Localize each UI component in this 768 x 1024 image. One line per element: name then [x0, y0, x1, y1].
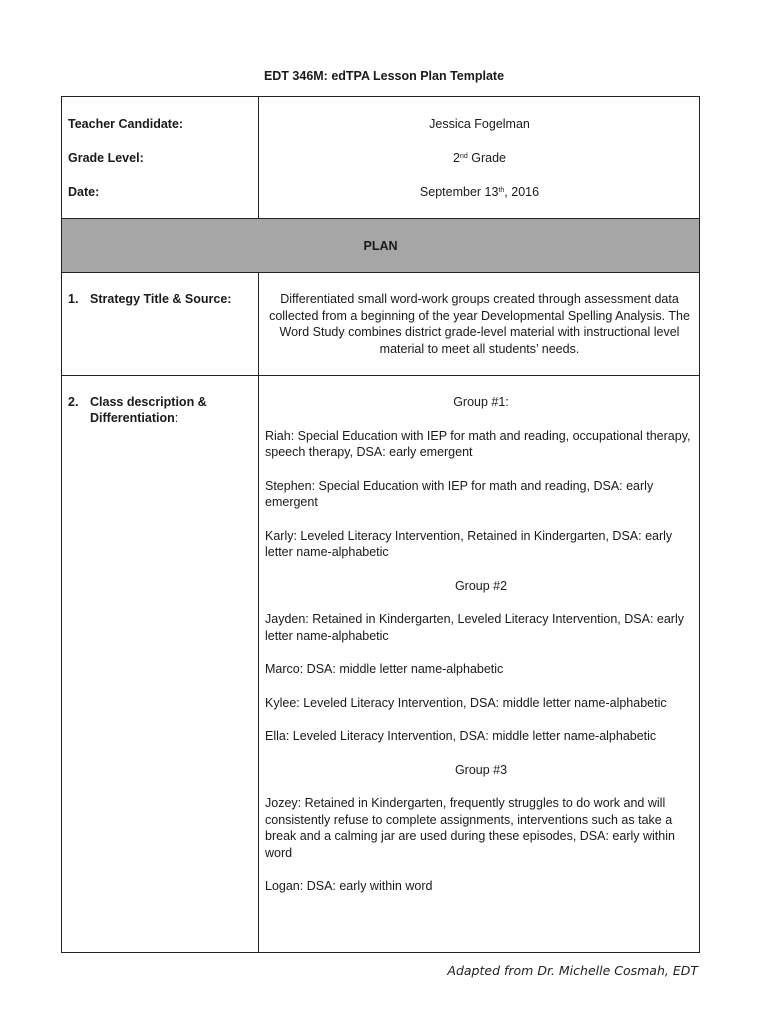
date-suffix: th: [498, 187, 505, 194]
row-divider: [62, 375, 699, 376]
student-entry: Jayden: Retained in Kindergarten, Leveled Literacy Intervention, DSA: early letter name-alphabetic: [265, 612, 684, 643]
section-label-line1: Class description &: [90, 395, 207, 409]
strategy-title-label: [68, 291, 231, 307]
row-divider: [62, 272, 699, 273]
grade-level-value: [259, 150, 700, 166]
grade-level-label: Grade Level:: [68, 151, 144, 165]
group-title: Group #2: [454, 578, 508, 593]
section-label-line2: Differentiation: [90, 411, 175, 425]
group-title: Group #3: [454, 762, 508, 777]
strategy-description: Differentiated small word-work groups created through assessment data collected from a beginning of the year Developmental Spelling Analysis. The Word Study combines district grade-level material with instructional level material to meet all students’ needs.: [269, 292, 690, 356]
teacher-candidate-label: Teacher Candidate:: [68, 117, 184, 131]
student-entry: Karly: Leveled Literacy Intervention, Retained in Kindergarten, DSA: early letter name-alphabetic: [265, 528, 673, 559]
grade-suffix: nd: [459, 153, 468, 160]
date-year: , 2016: [504, 185, 540, 199]
section-label-colon: :: [174, 411, 179, 425]
student-entry: Ella: Leveled Literacy Intervention, DSA: middle letter name-alphabetic: [265, 729, 657, 743]
date-value: [259, 184, 700, 200]
section-label: Strategy Title & Source:: [90, 292, 232, 306]
student-entry: Riah: Special Education with IEP for math and reading, occupational therapy, speech therapy, DSA: early emergent: [265, 428, 691, 459]
date-prefix: September 13: [419, 185, 499, 199]
group-title: Group #1:: [453, 395, 509, 409]
lesson-plan-table: [61, 96, 700, 953]
grade-word: Grade: [467, 151, 506, 165]
plan-label: PLAN: [363, 238, 398, 253]
date-label: Date:: [68, 185, 100, 199]
class-description-label: [68, 394, 207, 426]
document-title: EDT 346M: edTPA Lesson Plan Template: [263, 69, 505, 83]
plan-band: [62, 219, 699, 272]
grade-number: 2: [453, 151, 460, 165]
section-number: 1.: [68, 292, 79, 306]
column-divider: [258, 97, 259, 218]
class-description-content: [265, 394, 697, 912]
footer-attribution: Adapted from Dr. Michelle Cosmah, EDT: [447, 963, 698, 978]
section-number: 2.: [68, 395, 79, 409]
student-entry: Kylee: Leveled Literacy Intervention, DSA: middle letter name-alphabetic: [265, 695, 667, 710]
student-entry: Marco: DSA: middle letter name-alphabetic: [265, 662, 504, 676]
student-entry: Logan: DSA: early within word: [265, 879, 433, 893]
teacher-candidate-value: Jessica Fogelman: [429, 117, 530, 131]
column-divider: [258, 272, 259, 953]
student-entry: Jozey: Retained in Kindergarten, frequently struggles to do work and will consistently refuse to complete assignments, interventions such as take a break and a calming jar are used during these episodes, DSA: early within word: [265, 796, 675, 860]
student-entry: Stephen: Special Education with IEP for math and reading, DSA: early emergent: [265, 478, 654, 509]
